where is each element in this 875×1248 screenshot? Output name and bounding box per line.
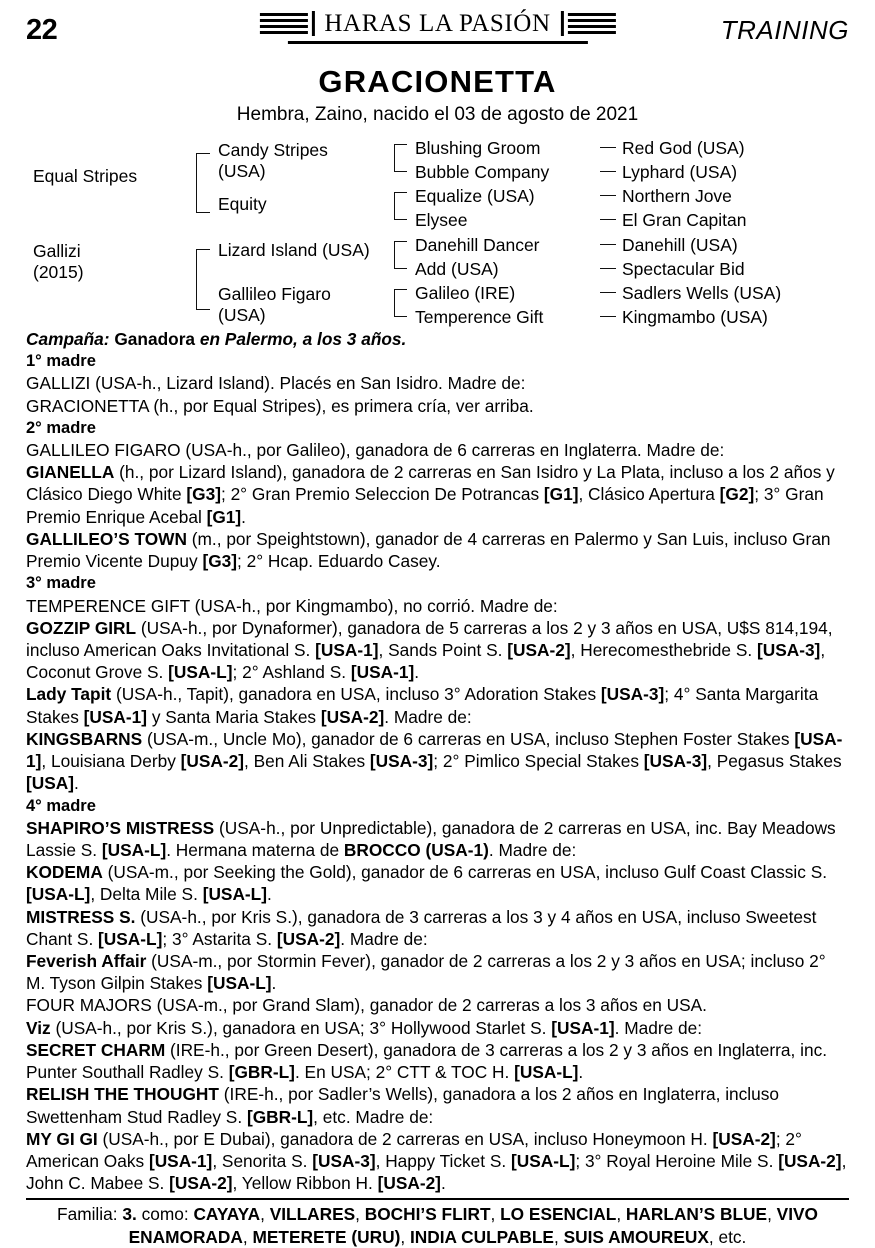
bracket-dam <box>196 249 210 310</box>
campana-result: Ganadora <box>114 329 196 349</box>
familia-como: como: <box>141 1204 189 1225</box>
logo-stripes-right <box>568 13 616 34</box>
brand-logo <box>259 11 615 44</box>
bracket-gen3-b <box>394 192 407 220</box>
pedigree-entry: GRACIONETTA (h., por Equal Stripes), es primera cría, ver arriba. <box>26 395 534 416</box>
pedigree-entry: GALLIZI (USA-h., Lizard Island). Placés en San Isidro. Madre de: <box>26 373 526 394</box>
horse-name: GRACIONETTA <box>318 64 557 99</box>
pedigree-entry: TEMPERENCE GIFT (USA-h., por Kingmambo), no corrió. Madre de: <box>26 595 558 616</box>
brand-underline <box>288 41 588 44</box>
bracket-gen3-c <box>394 241 407 269</box>
pedigree-gen4-item: Sadlers Wells (USA) <box>600 283 781 304</box>
pedigree-entry: FOUR MAJORS (USA-m., por Grand Slam), ganador de 2 carreras a los 3 años en USA. <box>26 995 707 1016</box>
campana-line <box>26 328 849 350</box>
pedigree-gen3-item: Elysee <box>415 210 468 230</box>
pedigree-chart <box>0 136 875 326</box>
dash-icon <box>600 195 616 196</box>
horse-description: Hembra, Zaino, nacido el 03 de agosto de 2021 <box>236 104 639 125</box>
pedigree-gen3-item: Danehill Dancer <box>415 235 540 255</box>
pedigree-entry: MY GI GI (USA-h., por E Dubai), ganadora de 2 carreras en USA, incluso Honeymoon H. [USA-2]; 2° American Oaks [USA-1], Senorita S. [USA-3], Happy Ticket S. [USA-L]; 3° Royal Heroine Mile S. [USA-2], John C. Mabee S. [USA-2], Yellow Ribbon H. [USA-2]. <box>26 1128 847 1194</box>
pedigree-gen2-item: Candy Stripes (USA) <box>218 140 328 182</box>
bracket-sire <box>196 153 210 213</box>
pedigree-sire: Equal Stripes <box>33 166 138 186</box>
pedigree-entry: MISTRESS S. (USA-h., por Kris S.), ganadora de 3 carreras a los 3 y 4 años en USA, incluso Sweetest Chant S. [USA-L]; 3° Astarita S. [USA-2]. Madre de: <box>26 906 817 949</box>
brand-name: HARAS LA PASIÓN <box>324 10 551 37</box>
generation-heading: 4° madre <box>26 796 96 815</box>
pedigree-entry: KINGSBARNS (USA-m., Uncle Mo), ganador de 6 carreras en USA, incluso Stephen Foster Stakes [USA-1], Louisiana Derby [USA-2], Ben Ali Stakes [USA-3]; 2° Pimlico Special Stakes [USA-3], Pegasus Stakes [USA]. <box>26 728 843 794</box>
pedigree-gen4-item: Lyphard (USA) <box>600 162 737 183</box>
pedigree-entry: SHAPIRO’S MISTRESS (USA-h., por Unpredictable), ganadora de 2 carreras en USA, inc. Bay Meadows Lassie S. [USA-L]. Hermana materna de BROCCO (USA-1). Madre de: <box>26 817 836 860</box>
pedigree-gen4-item: El Gran Capitan <box>600 210 747 231</box>
pedigree-gen2-item: Lizard Island (USA) <box>218 240 370 260</box>
pedigree-gen3-item: Add (USA) <box>415 259 499 279</box>
pedigree-entry: Viz (USA-h., por Kris S.), ganadora en USA; 3° Hollywood Starlet S. [USA-1]. Madre de: <box>26 1017 703 1038</box>
dash-icon <box>600 147 616 148</box>
dash-icon <box>600 244 616 245</box>
pedigree-entry: Lady Tapit (USA-h., Tapit), ganadora en USA, incluso 3° Adoration Stakes [USA-3]; 4° Santa Margarita Stakes [USA-1] y Santa Maria Stakes [USA-2]. Madre de: <box>26 684 819 727</box>
pedigree-entry: Feverish Affair (USA-m., por Stormin Fever), ganador de 2 carreras a los 2 y 3 años en USA; incluso 2° M. Tyson Gilpin Stakes [USA-L]. <box>26 951 826 994</box>
pedigree-notes <box>0 328 875 1194</box>
bracket-gen3-d <box>394 289 407 317</box>
pedigree-gen4-item: Kingmambo (USA) <box>600 307 768 328</box>
dash-icon <box>600 316 616 317</box>
pedigree-gen3-item: Temperence Gift <box>415 307 544 327</box>
page-header <box>0 0 875 56</box>
familia-number: 3. <box>122 1204 137 1225</box>
section-label: TRAINING <box>720 15 849 45</box>
bracket-gen3-a <box>394 144 407 172</box>
pedigree-entry: RELISH THE THOUGHT (IRE-h., por Sadler’s Wells), ganadora a los 2 años en Inglaterra, incluso Swettenham Stud Radley S. [GBR-L], etc. Madre de: <box>26 1084 779 1127</box>
familia-label: Familia: <box>57 1204 118 1225</box>
pedigree-dam: Gallizi (2015) <box>33 241 84 283</box>
pedigree-entry: GIANELLA (h., por Lizard Island), ganadora de 2 carreras en San Isidro y La Plata, incluso a los 2 años y Clásico Diego White [G3]; 2° Gran Premio Seleccion De Potrancas [G1], Clásico Apertura [G2]; 3° Gran Premio Enrique Acebal [G1]. <box>26 462 835 527</box>
pedigree-entry: GALLILEO FIGARO (USA-h., por Galileo), ganadora de 6 carreras en Inglaterra. Madre de: <box>26 440 725 461</box>
dash-icon <box>600 268 616 269</box>
pedigree-entry: SECRET CHARM (IRE-h., por Green Desert), ganadora de 3 carreras a los 2 y 3 años en Inglaterra, inc. Punter Southall Radley S. [GBR-L]. En USA; 2° CTT & TOC H. [USA-L]. <box>26 1039 828 1083</box>
pedigree-gen3-item: Equalize (USA) <box>415 186 535 206</box>
pedigree-gen3-item: Galileo (IRE) <box>415 283 516 303</box>
pedigree-gen3-item: Blushing Groom <box>415 138 541 158</box>
pedigree-entry: KODEMA (USA-m., por Seeking the Gold), ganador de 6 carreras en USA, incluso Gulf Coast Classic S. [USA-L], Delta Mile S. [USA-L]. <box>26 862 828 905</box>
pedigree-gen3-item: Bubble Company <box>415 162 550 182</box>
page-number: 22 <box>26 14 58 46</box>
pedigree-gen2-item: Gallileo Figaro (USA) <box>218 284 331 326</box>
pedigree-gen4-item: Northern Jove <box>600 186 732 207</box>
campana-label: Campaña: <box>26 329 110 349</box>
campana-rest: en Palermo, a los 3 años. <box>199 329 407 349</box>
pedigree-gen4-item: Spectacular Bid <box>600 259 745 280</box>
pedigree-gen4-item: Danehill (USA) <box>600 235 738 256</box>
dash-icon <box>600 219 616 220</box>
logo-stripes-left <box>259 13 307 34</box>
logo-rule-right <box>561 11 564 36</box>
generation-heading: 2° madre <box>26 418 96 437</box>
dash-icon <box>600 292 616 293</box>
pedigree-gen4-item: Red God (USA) <box>600 138 745 159</box>
familia-names: CAYAYA, VILLARES, BOCHI’S FLIRT, LO ESENCIAL, HARLAN’S BLUE, VIVO ENAMORADA, METERETE (URU), INDIA CULPABLE, SUIS AMOUREUX, etc. <box>128 1204 818 1247</box>
generation-heading: 1° madre <box>26 352 96 371</box>
logo-rule-left <box>311 11 314 36</box>
pedigree-entry: GOZZIP GIRL (USA-h., por Dynaformer), ganadora de 5 carreras a los 2 y 3 años en USA, U$S 814,194, incluso American Oaks Invitational S. [USA-1], Sands Point S. [USA-2], Herecomesthebride S. [USA-3], Coconut Grove S. [USA-L]; 2° Ashland S. [USA-1]. <box>26 617 833 683</box>
generations-list <box>26 351 849 1194</box>
pedigree-gen2-item: Equity <box>218 194 267 214</box>
pedigree-entry: GALLILEO’S TOWN (m., por Speightstown), ganador de 4 carreras en Palermo y San Luis, incluso Gran Premio Vicente Dupuy [G3]; 2° Hcap. Eduardo Casey. <box>26 528 831 572</box>
dash-icon <box>600 171 616 172</box>
generation-heading: 3° madre <box>26 574 96 593</box>
